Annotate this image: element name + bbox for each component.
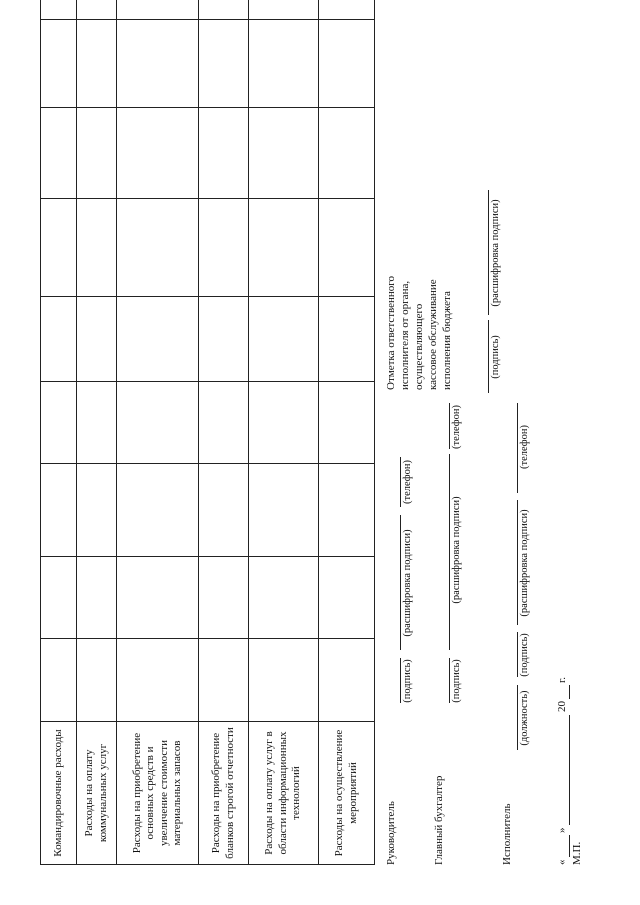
table-cell (319, 297, 375, 382)
table-row (41, 0, 77, 865)
table-cell (249, 0, 319, 20)
executor-decoding-caption: (расшифровка подписи) (519, 509, 530, 617)
table-row (319, 0, 375, 865)
table-cell (41, 464, 77, 557)
table-cell (117, 464, 199, 557)
table-cell (77, 639, 117, 722)
date-open-quote: « (556, 859, 568, 865)
executor-position-caption: (должность) (519, 690, 530, 746)
table-cell (77, 108, 117, 199)
table-cell (77, 0, 117, 20)
table-cell (319, 20, 375, 108)
head-phone-line (400, 457, 401, 507)
date-close-quote: » (556, 827, 568, 833)
table-row (249, 0, 319, 865)
table-cell (199, 20, 249, 108)
executor-signature-caption: (подпись) (519, 633, 530, 677)
treasury-mark-line-2: исполнителя от органа, (399, 280, 411, 390)
table-cell (117, 108, 199, 199)
table-row (117, 0, 199, 865)
table-cell (77, 199, 117, 297)
chief-accountant-decoding-line (449, 454, 450, 650)
table-cell (319, 0, 375, 20)
table-cell (249, 108, 319, 199)
table-cell (199, 297, 249, 382)
table-cell (117, 20, 199, 108)
table-cell (41, 20, 77, 108)
head-signature-line (400, 658, 401, 703)
table-cell (41, 0, 77, 20)
table-cell (117, 297, 199, 382)
expense-table (40, 0, 375, 865)
treasury-decoding-caption: (расшифровка подписи) (490, 199, 501, 307)
table-cell (117, 557, 199, 639)
head-signature-caption: (подпись) (402, 659, 413, 703)
table-cell (41, 199, 77, 297)
table-cell (117, 0, 199, 20)
table-cell (319, 108, 375, 199)
row-label: Расходы на приобретение основных средств и увеличение стоимости материальных запасов (117, 722, 199, 865)
table-cell (319, 199, 375, 297)
head-phone-caption: (телефон) (402, 460, 413, 504)
chief-accountant-signature-caption: (подпись) (451, 659, 462, 703)
chief-accountant-signature-line (449, 658, 450, 703)
table-cell (41, 382, 77, 464)
table-cell (199, 108, 249, 199)
treasury-decoding-line (488, 190, 489, 315)
stamp-label: М.П. (571, 841, 583, 865)
table-cell (117, 382, 199, 464)
table-cell (249, 464, 319, 557)
row-label: Расходы на оплату коммунальных услуг (77, 722, 117, 865)
table-cell (41, 108, 77, 199)
head-role-label: Руководитель (385, 801, 397, 865)
table-cell (199, 199, 249, 297)
treasury-signature-caption: (подпись) (490, 335, 501, 379)
table-cell (249, 20, 319, 108)
treasury-mark-line-4: кассовое обслуживание (427, 279, 439, 390)
treasury-signature-line (488, 320, 489, 393)
date-year-prefix: 20 (556, 701, 568, 712)
head-decoding-caption: (расшифровка подписи) (402, 529, 413, 637)
date-year-suffix: г. (556, 676, 568, 683)
executor-position-line (517, 685, 518, 750)
executor-decoding-line (517, 500, 518, 625)
table-cell (41, 639, 77, 722)
executor-signature-line (517, 632, 518, 677)
chief-accountant-phone-line (449, 403, 450, 449)
table-cell (249, 639, 319, 722)
date-year-line (569, 685, 570, 699)
table-cell (199, 382, 249, 464)
row-label: Расходы на осуществление мероприятий (319, 722, 375, 865)
chief-accountant-phone-caption: (телефон) (451, 405, 462, 449)
table-cell (41, 557, 77, 639)
row-label: Командировочные расходы (41, 722, 77, 865)
treasury-mark-line-5: исполнения бюджета (441, 291, 453, 390)
table-cell (249, 297, 319, 382)
head-decoding-line (400, 515, 401, 650)
treasury-mark-line-3: осуществляющего (413, 303, 425, 390)
table-cell (77, 464, 117, 557)
row-label: Расходы на приобретение бланков строгой отчетности (199, 722, 249, 865)
table-cell (199, 464, 249, 557)
treasury-mark-line-1: Отметка ответственного (385, 275, 397, 390)
table-cell (77, 557, 117, 639)
table-row (77, 0, 117, 865)
table-cell (319, 464, 375, 557)
table-cell (117, 639, 199, 722)
table-cell (77, 382, 117, 464)
table-cell (77, 20, 117, 108)
table-cell (249, 557, 319, 639)
row-label: Расходы на оплату услуг в области информационных технологий (249, 722, 319, 865)
executor-phone-line (517, 403, 518, 493)
table-cell (319, 557, 375, 639)
table-cell (117, 199, 199, 297)
table-cell (319, 639, 375, 722)
table-cell (319, 382, 375, 464)
date-month-line (569, 715, 570, 825)
table-cell (199, 557, 249, 639)
executor-phone-caption: (телефон) (519, 425, 530, 469)
table-row (199, 0, 249, 865)
table-cell (249, 199, 319, 297)
table-cell (199, 639, 249, 722)
chief-accountant-decoding-caption: (расшифровка подписи) (451, 496, 462, 604)
chief-accountant-role-label: Главный бухгалтер (433, 775, 445, 865)
table-cell (249, 382, 319, 464)
table-cell (199, 0, 249, 20)
table-cell (77, 297, 117, 382)
table-cell (41, 297, 77, 382)
executor-role-label: Исполнитель (501, 803, 513, 865)
